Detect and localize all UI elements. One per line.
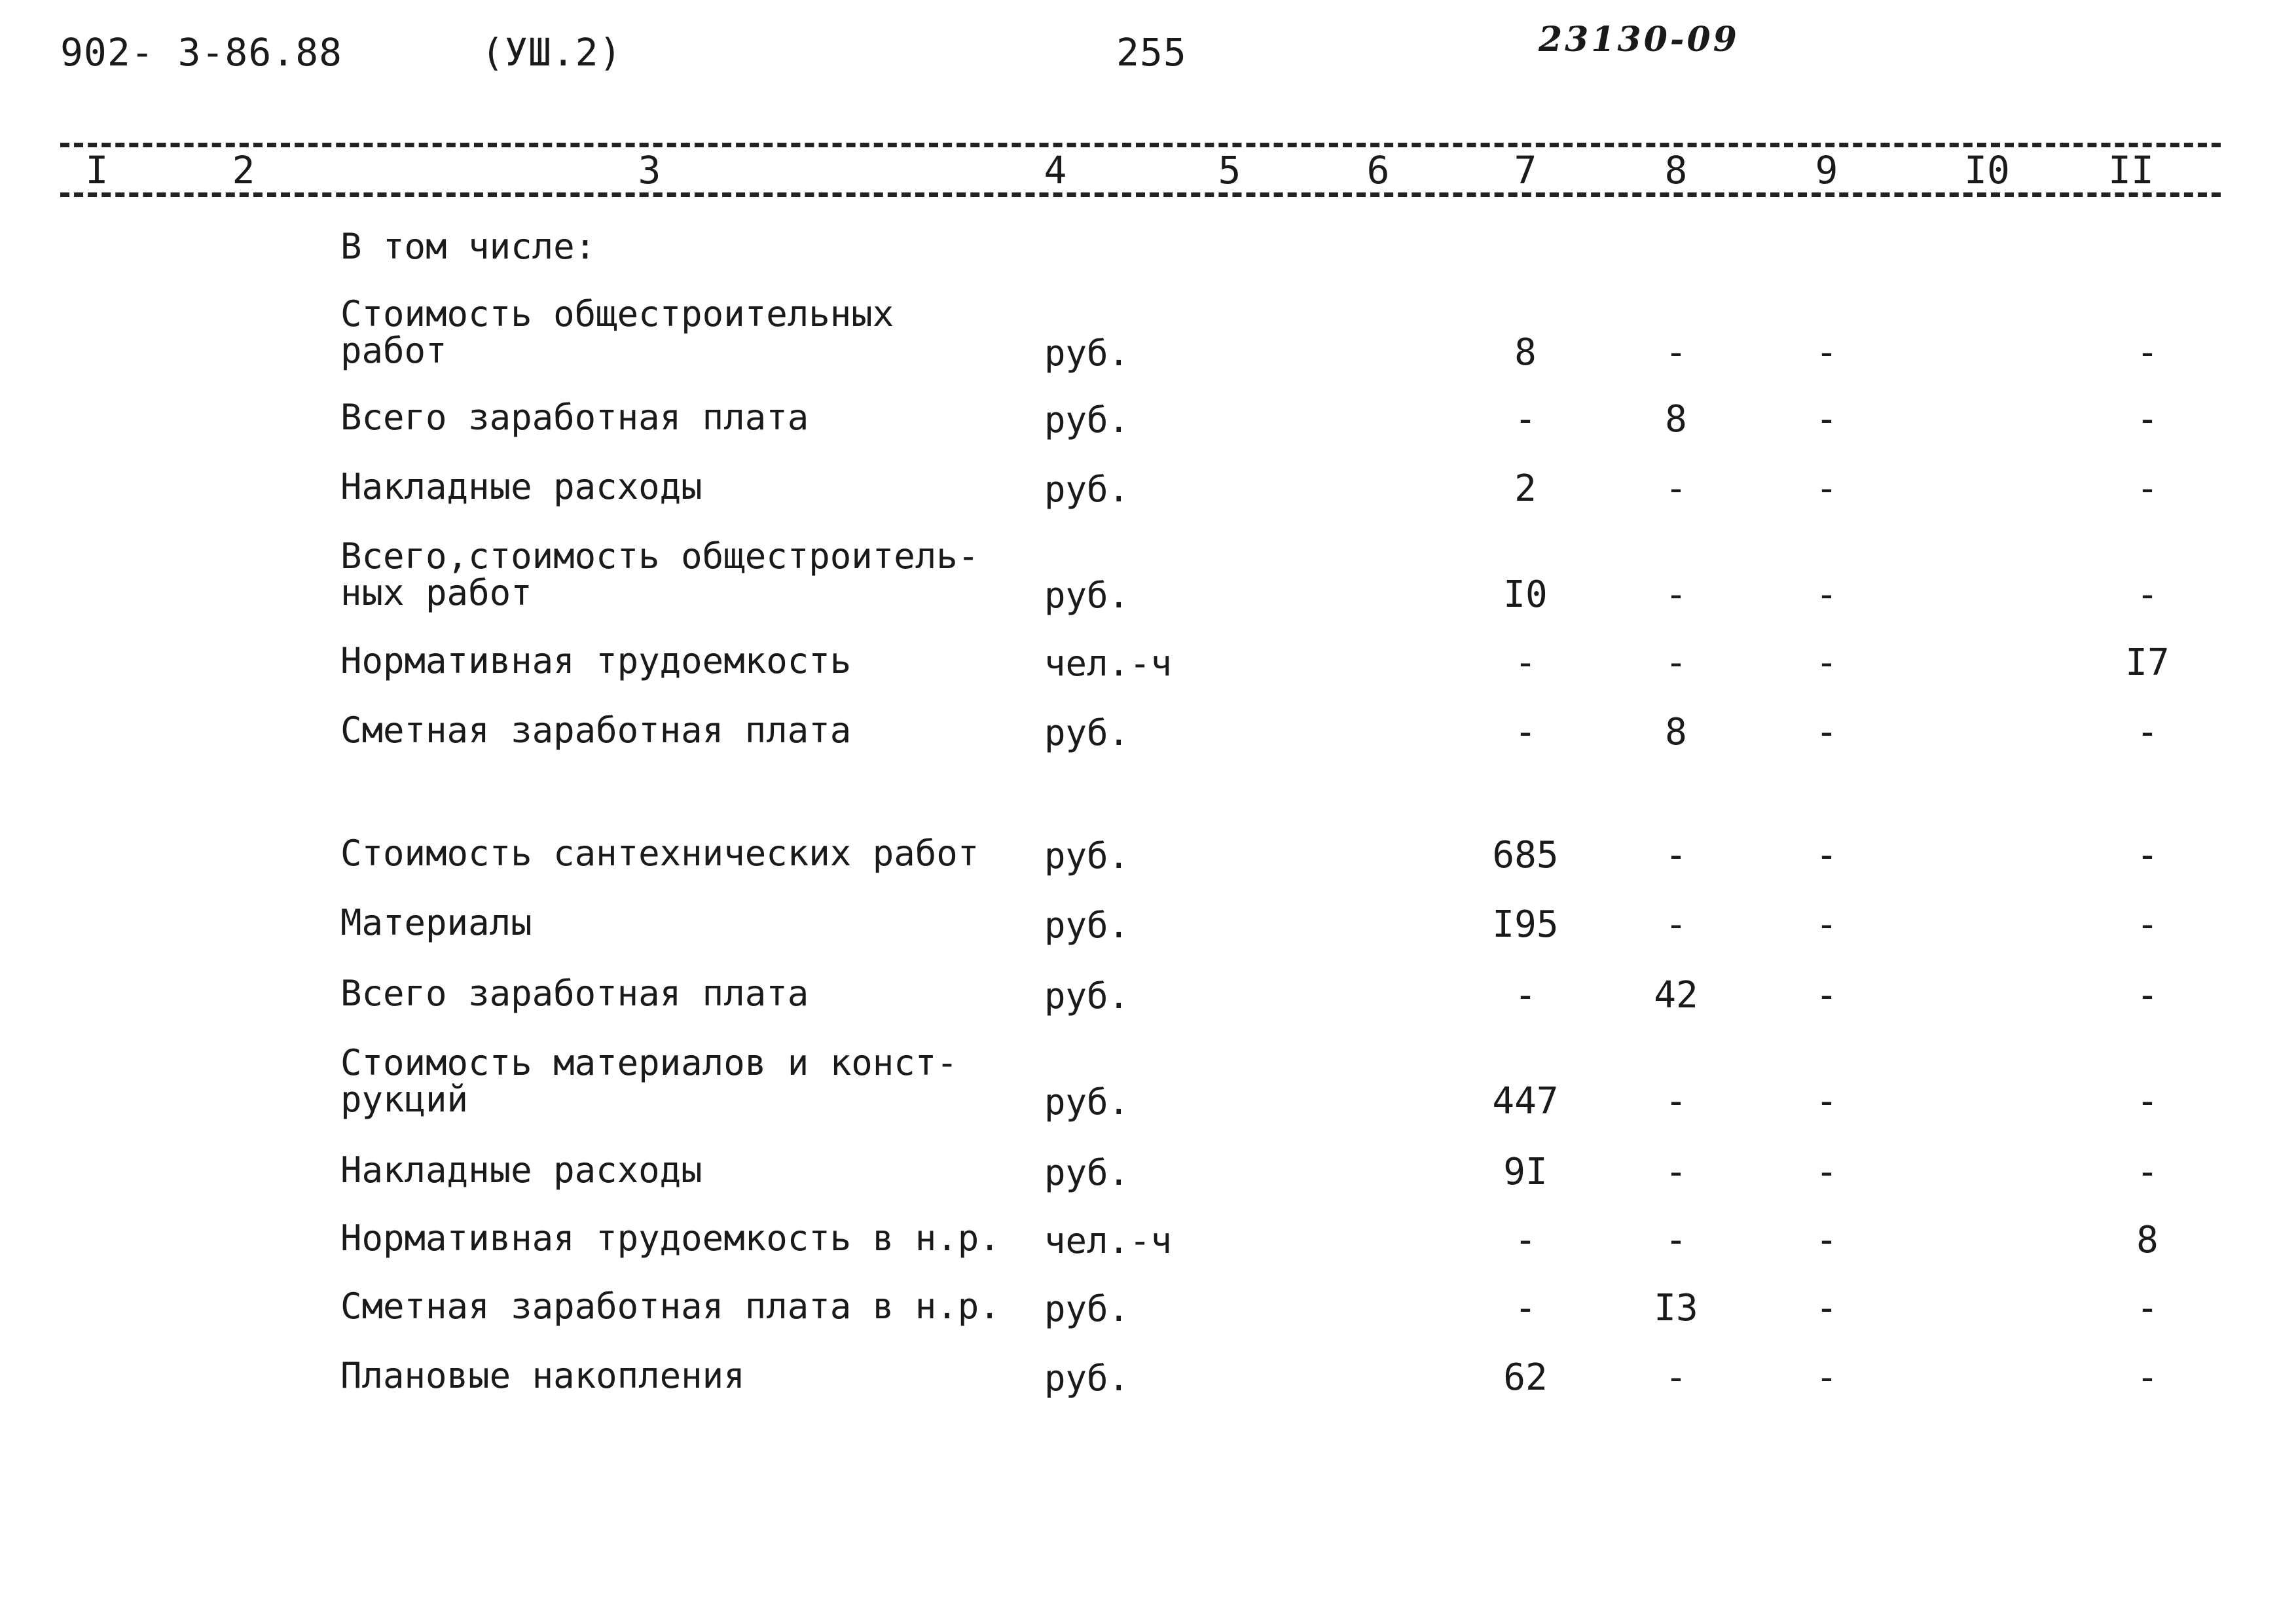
value-col-7: -: [1514, 711, 1537, 753]
value-col-8: 42: [1654, 974, 1698, 1017]
value-col-8: -: [1665, 834, 1687, 876]
row-description: Сметная заработная плата в н.р.: [340, 1286, 1000, 1327]
row-description: Плановые накопления: [340, 1355, 745, 1396]
value-col-11: -: [2136, 711, 2159, 753]
value-col-11: -: [2136, 573, 2159, 616]
row-description: Нормативная трудоемкость: [340, 640, 852, 681]
value-col-7: 685: [1492, 834, 1559, 876]
value-col-7: I0: [1503, 573, 1548, 616]
column-number: 9: [1815, 148, 1838, 192]
value-col-7: I95: [1492, 903, 1559, 946]
row-description: Всего,стоимость общестроитель- ных работ: [340, 535, 979, 613]
row-description: Всего заработная плата: [340, 973, 809, 1014]
document-code: 902- 3-86.88: [60, 30, 343, 75]
row-unit: руб.: [1044, 1288, 1130, 1329]
value-col-7: -: [1514, 398, 1537, 441]
row-description: Стоимость материалов и конст- рукций: [340, 1042, 958, 1120]
value-col-11: -: [2136, 834, 2159, 876]
row-unit: руб.: [1044, 975, 1130, 1017]
value-col-8: 8: [1665, 398, 1687, 441]
column-number: 7: [1514, 148, 1537, 192]
row-unit: руб.: [1044, 1081, 1130, 1123]
row-unit: чел.-ч: [1044, 643, 1173, 684]
row-unit: руб.: [1044, 1358, 1130, 1399]
column-number: I: [85, 148, 109, 192]
header-rule-bottom: [60, 192, 2221, 197]
value-col-9: -: [1815, 834, 1838, 876]
row-unit: руб.: [1044, 399, 1130, 441]
value-col-9: -: [1815, 1151, 1838, 1193]
value-col-7: 8: [1514, 331, 1537, 374]
value-col-11: -: [2136, 331, 2159, 374]
value-col-7: -: [1514, 974, 1537, 1017]
row-unit: чел.-ч: [1044, 1220, 1173, 1261]
column-number: II: [2108, 148, 2154, 192]
value-col-9: -: [1815, 641, 1838, 684]
value-col-7: -: [1514, 1287, 1537, 1329]
value-col-7: -: [1514, 641, 1537, 684]
row-unit: руб.: [1044, 905, 1130, 946]
intro-label: В том числе:: [340, 226, 596, 267]
value-col-8: I3: [1654, 1287, 1698, 1329]
value-col-8: -: [1665, 331, 1687, 374]
section-label: (УШ.2): [481, 30, 623, 75]
value-col-8: -: [1665, 1356, 1687, 1399]
column-number: I0: [1964, 148, 2010, 192]
value-col-9: -: [1815, 398, 1838, 441]
row-description: Нормативная трудоемкость в н.р.: [340, 1218, 1000, 1259]
row-unit: руб.: [1044, 1152, 1130, 1193]
value-col-9: -: [1815, 974, 1838, 1017]
row-description: Стоимость общестроительных работ: [340, 293, 894, 371]
row-description: Сметная заработная плата: [340, 710, 852, 751]
value-col-11: -: [2136, 398, 2159, 441]
row-unit: руб.: [1044, 469, 1130, 510]
value-col-8: -: [1665, 641, 1687, 684]
row-unit: руб.: [1044, 575, 1130, 616]
value-col-11: -: [2136, 1356, 2159, 1399]
column-number: 8: [1664, 148, 1688, 192]
value-col-11: I7: [2125, 641, 2170, 684]
value-col-9: -: [1815, 467, 1838, 510]
value-col-9: -: [1815, 903, 1838, 946]
value-col-7: 62: [1503, 1356, 1548, 1399]
row-description: Накладные расходы: [340, 1149, 702, 1191]
value-col-9: -: [1815, 711, 1838, 753]
row-unit: руб.: [1044, 333, 1130, 374]
value-col-8: -: [1665, 903, 1687, 946]
column-number: 5: [1218, 148, 1241, 192]
value-col-9: -: [1815, 1287, 1838, 1329]
page-number: 255: [1116, 30, 1187, 75]
value-col-9: -: [1815, 1356, 1838, 1399]
value-col-11: -: [2136, 467, 2159, 510]
value-col-7: 2: [1514, 467, 1537, 510]
row-unit: руб.: [1044, 712, 1130, 753]
value-col-11: 8: [2136, 1219, 2159, 1261]
value-col-9: -: [1815, 1219, 1838, 1261]
value-col-8: -: [1665, 1080, 1687, 1123]
header-rule-top: [60, 143, 2221, 147]
value-col-9: -: [1815, 1080, 1838, 1123]
value-col-11: -: [2136, 903, 2159, 946]
value-col-8: -: [1665, 1151, 1687, 1193]
row-description: Стоимость сантехнических работ: [340, 833, 979, 874]
value-col-7: 9I: [1503, 1151, 1548, 1193]
value-col-11: -: [2136, 974, 2159, 1017]
value-col-9: -: [1815, 331, 1838, 374]
value-col-11: -: [2136, 1151, 2159, 1193]
row-unit: руб.: [1044, 835, 1130, 876]
value-col-7: 447: [1492, 1080, 1559, 1123]
value-col-11: -: [2136, 1287, 2159, 1329]
column-number: 2: [232, 148, 255, 192]
value-col-9: -: [1815, 573, 1838, 616]
row-description: Материалы: [340, 902, 532, 943]
column-number: 3: [638, 148, 661, 192]
column-number: 4: [1044, 148, 1067, 192]
value-col-8: -: [1665, 467, 1687, 510]
value-col-7: -: [1514, 1219, 1537, 1261]
row-description: Всего заработная плата: [340, 397, 809, 438]
value-col-8: -: [1665, 573, 1687, 616]
value-col-8: -: [1665, 1219, 1687, 1261]
value-col-11: -: [2136, 1080, 2159, 1123]
row-description: Накладные расходы: [340, 466, 702, 507]
column-number: 6: [1366, 148, 1390, 192]
archive-stamp: 23130-09: [1539, 20, 1740, 60]
value-col-8: 8: [1665, 711, 1687, 753]
